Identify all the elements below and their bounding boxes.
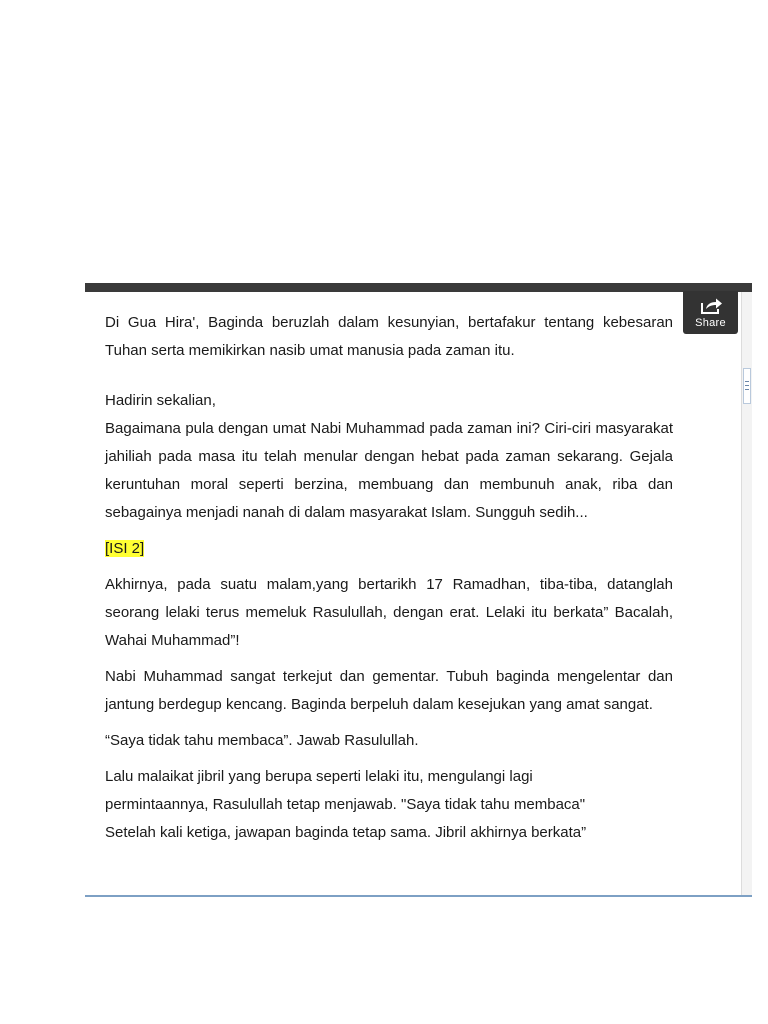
share-arrow-icon [699,297,723,315]
paragraph-night: Akhirnya, pada suatu malam,yang bertarikh 17 Ramadhan, tiba-tiba, datanglah seorang lelaki terus memeluk Rasulullah, dengan erat. Lelaki itu berkata” Bacalah, Wahai Muhammad”! [105,576,673,649]
share-label: Share [695,317,726,329]
paragraph-jibril-line-3: Setelah kali ketiga, jawapan baginda tetap sama. Jibril akhirnya berkata” [105,824,587,841]
paragraph-intro: Di Gua Hira', Baginda beruzlah dalam kesunyian, bertafakur tentang kebesaran Tuhan serta memikirkan nasib umat manusia pada zaman itu. [105,314,673,359]
share-button[interactable] [683,291,738,334]
viewer-bottom-border [85,895,752,897]
scrollbar-track[interactable] [741,292,752,897]
document-page [105,309,673,847]
paragraph-question: Bagaimana pula dengan umat Nabi Muhammad pada zaman ini? Ciri-ciri masyarakat jahiliah pada masa itu telah menular dengan hebat pada zaman sekarang. Gejala keruntuhan moral seperti berzina, membuang dan membunuh anak, riba dan sebagainya menjadi nanah di dalam masyarakat Islam. Sungguh sedih... [105,420,673,521]
scrollbar-thumb[interactable] [743,368,751,404]
section-marker-isi-2: [ISI 2] [105,540,145,557]
viewer-top-bar [85,283,752,292]
paragraph-jibril-line-1: Lalu malaikat jibril yang berupa seperti lelaki itu, mengulangi lagi [105,768,533,785]
paragraph-reply: “Saya tidak tahu membaca”. Jawab Rasulullah. [105,732,419,749]
paragraph-jibril-line-2: permintaannya, Rasulullah tetap menjawab. "Saya tidak tahu membaca" [105,796,586,813]
document-viewer [85,283,752,897]
paragraph-shock: Nabi Muhammad sangat terkejut dan gementar. Tubuh baginda mengelentar dan jantung berdegup kencang. Baginda berpeluh dalam kesejukan yang amat sangat. [105,668,673,713]
paragraph-greeting: Hadirin sekalian, [105,392,216,409]
